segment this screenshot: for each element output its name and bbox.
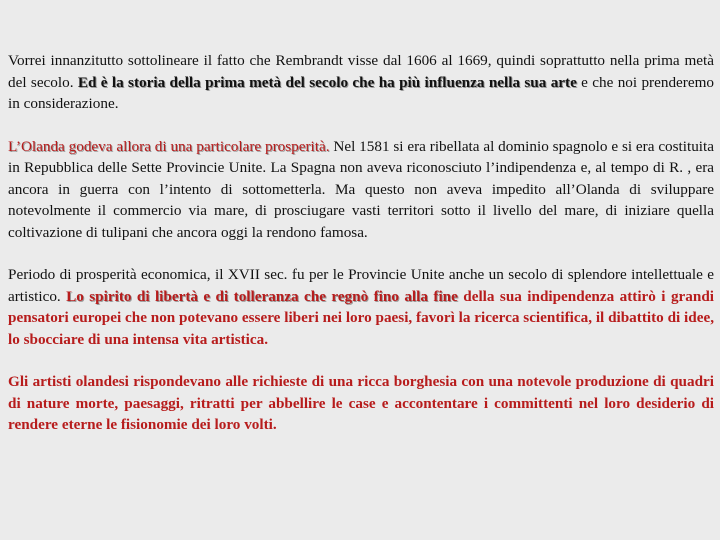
p2-body-text: Nel 1581 si era ribellata al dominio spagnolo e si era costituita in Repubblica delle Sette Provincie Unite. La Spagna non aveva riconosciuto l’indipendenza e, al tempo di R. , era ancora in guerra con l’intento di sottometterla. Ma questo non aveva impedito all’Olanda di sviluppare notevolmente il commercio via mare, di prosciugare vasti territori sotto il livello del mare, di iniziare quella coltivazione di tulipani che ancora oggi la rendono famosa. xyxy=(8,137,714,241)
p2-heading-text: L’Olanda godeva allora di una particolare prosperità. xyxy=(8,137,330,155)
p1-intro-text: Vorrei innanzitutto sottolineare il fatto che Rembrandt visse dal 1606 al 1669, quindi soprattutto nella prima metà del secolo. xyxy=(8,52,714,91)
p4-body-text: Gli artisti olandesi rispondevano alle richieste di una ricca borghesia con una notevole produzione di quadri di nature morte, paesaggi, ritratti per abbellire le case e accontentare i committenti nel loro desiderio di rendere eterne le fisionomie dei loro volti. xyxy=(8,373,714,433)
p3-emphasis-text: della sua indipendenza attirò i grandi pensatori europei che non potevano essere liberi nei loro paesi, favorì la ricerca scientifica, il dibattito di idee, lo sbocciare di una intensa vita artistica. xyxy=(8,287,714,348)
paragraph-secolo-splendore xyxy=(8,264,714,350)
paragraph-olanda-prosperita xyxy=(8,136,714,244)
p1-closing-text: e che noi prenderemo in considerazione. xyxy=(8,73,714,112)
p3-emphasis-red-text: Lo spirito di libertà e di tolleranza che regnò fino alla fine xyxy=(60,287,458,305)
paragraph-artisti-olandesi xyxy=(8,371,714,436)
p1-emphasis-text: Ed è la storia della prima metà del secolo che ha più influenza nella sua arte xyxy=(77,73,577,91)
slide-text-body xyxy=(8,50,714,436)
p3-intro-text: Periodo di prosperità economica, il XVII sec. fu per le Provincie Unite anche un secolo di splendore intellettuale e artistico. xyxy=(8,266,714,305)
paragraph-rembrandt-dates xyxy=(8,50,714,115)
